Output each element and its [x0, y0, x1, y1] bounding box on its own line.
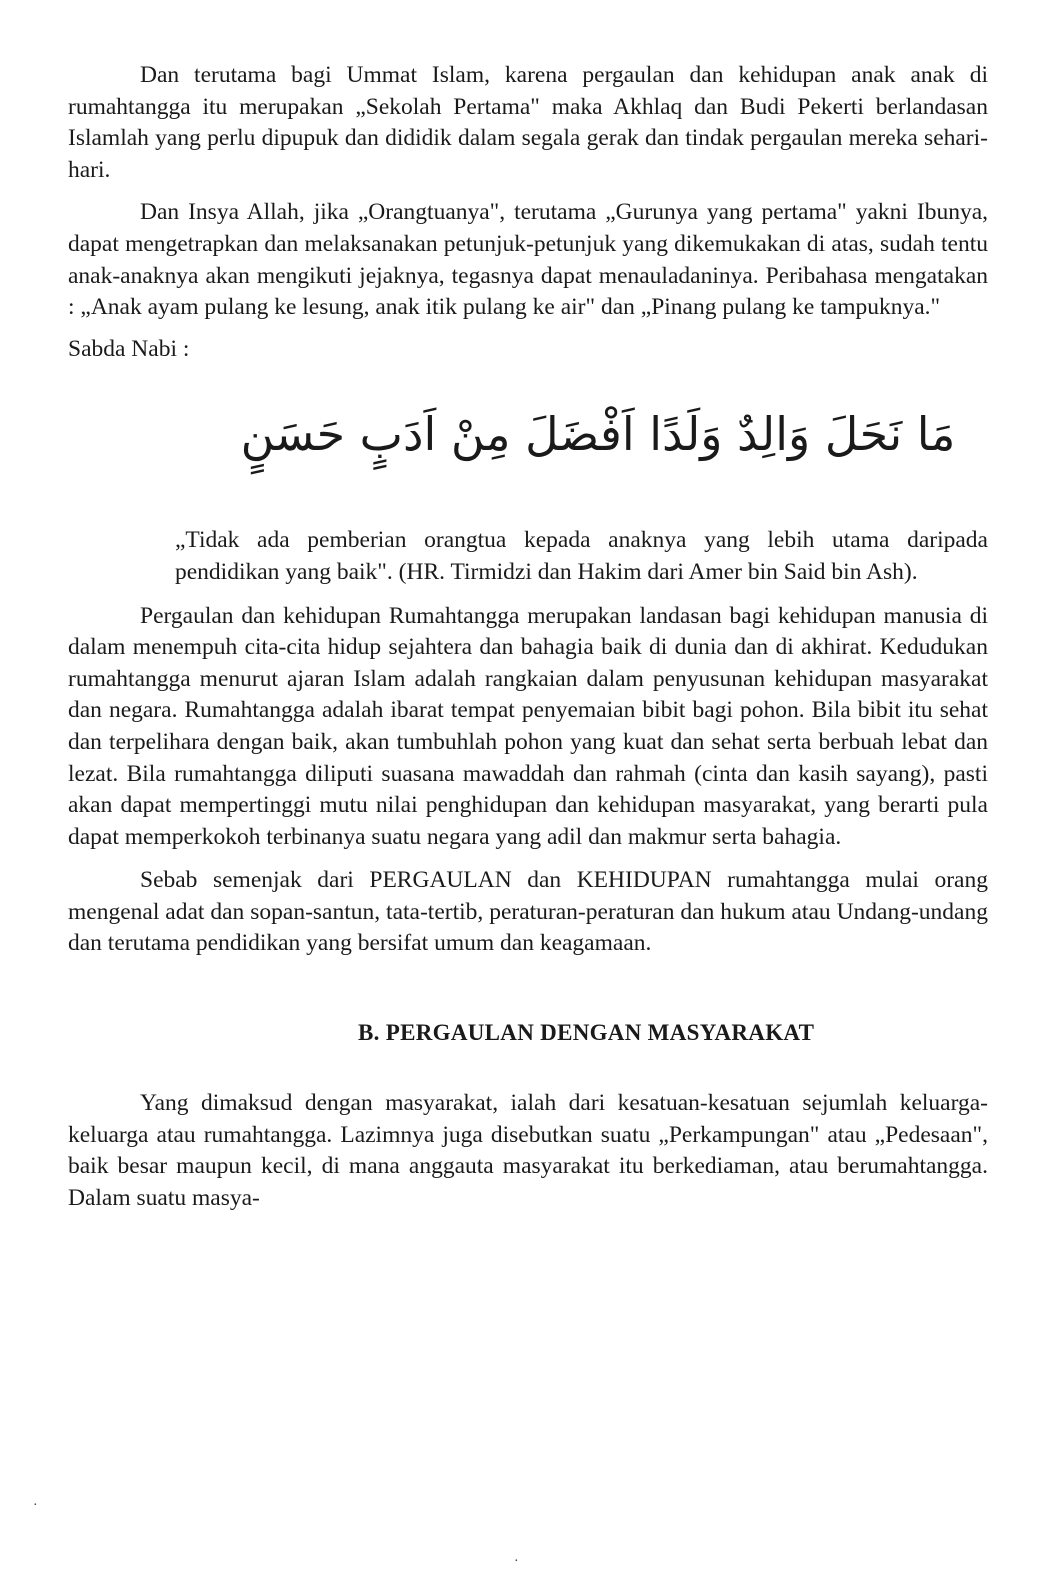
paragraph-sebab-semenjak: Sebab semenjak dari PERGAULAN dan KEHIDUPAN rumahtangga mulai orang mengenal adat dan sopan-santun, tata-tertib, peraturan-peraturan dan hukum atau Undang-undang dan terutama pendidikan yang bersifat umum dan keagamaan.	[68, 867, 988, 957]
hadith-translation: „Tidak ada pemberian orangtua kepada anaknya yang lebih utama daripada pendidikan yang baik". (HR. Tirmidzi dan Hakim dari Amer bin Said bin Ash).	[175, 527, 988, 585]
scan-speck-bottom: ·	[514, 1554, 519, 1569]
book-page	[68, 60, 988, 1214]
paragraph-ummat-islam: Dan terutama bagi Ummat Islam, karena pergaulan dan kehidupan anak anak di rumahtangga itu merupakan „Sekolah Pertama" maka Akhlaq dan Budi Pekerti berlandasan Islamlah yang perlu dipupuk dan dididik dalam segala gerak dan tindak pergaulan mereka sehari-hari.	[68, 62, 988, 183]
scan-speck: ·	[33, 1498, 38, 1513]
paragraph-masyarakat: Yang dimaksud dengan masyarakat, ialah dari kesatuan-kesatuan sejumlah keluarga-keluarga atau rumahtangga. Lazimnya juga disebutkan suatu „Perkampungan" atau „Pedesaan", baik besar maupun kecil, di mana anggauta masyarakat itu berkediaman, atau berumahtangga. Dalam suatu masya-	[68, 1090, 988, 1211]
sabda-nabi-label: Sabda Nabi :	[68, 335, 190, 362]
section-heading: B. PERGAULAN DENGAN MASYARAKAT	[358, 1020, 815, 1046]
paragraph-rumahtangga: Pergaulan dan kehidupan Rumahtangga merupakan landasan bagi kehidupan manusia di dalam menempuh cita-cita hidup sejahtera dan bahagia baik di dunia dan di akhirat. Kedudukan rumahtangga menurut ajaran Islam adalah rangkaian dalam penyusunan kehidupan masyarakat dan negara. Rumahtangga adalah ibarat tempat penyemaian bibit bagi pohon. Bila bibit itu sehat dan terpelihara dengan baik, akan tumbuhlah pohon yang kuat dan sehat serta berbuah lebat dan lezat. Bila rumahtangga diliputi suasana mawaddah dan rahmah (cinta dan kasih sayang), pasti akan dapat mempertinggi mutu nilai penghidupan dan kehidupan masyarakat, yang berarti pula dapat memperkokoh terbinanya suatu negara yang adil dan makmur serta bahagia.	[68, 602, 988, 850]
paragraph-insya-allah: Dan Insya Allah, jika „Orangtuanya", terutama „Gurunya yang pertama" yakni Ibunya, dapat mengetrapkan dan melaksanakan petunjuk-petunjuk yang dikemukakan di atas, sudah tentu anak-anaknya akan mengikuti jejaknya, tegasnya dapat menauladaninya. Peribahasa mengatakan : „Anak ayam pulang ke lesung, anak itik pulang ke air" dan „Pinang pulang ke tampuknya."	[68, 199, 988, 321]
arabic-hadith: مَا نَحَلَ وَالِدٌ وَلَدًا اَفْضَلَ مِنْ اَدَبٍ حَسَنٍ	[240, 407, 956, 462]
